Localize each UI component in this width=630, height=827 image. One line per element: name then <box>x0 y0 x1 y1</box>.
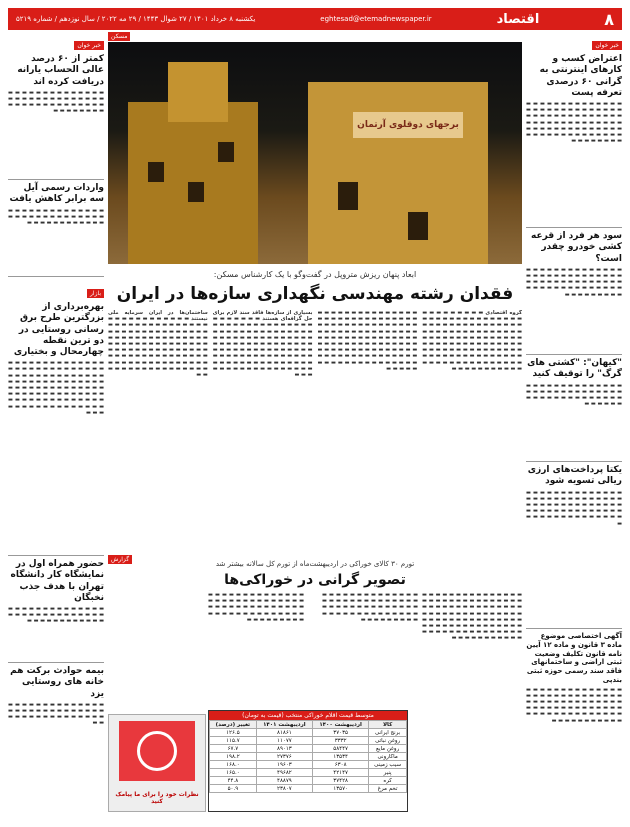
page-number: ۸ <box>604 9 614 29</box>
article <box>8 183 104 277</box>
cell: ماکارونی <box>369 753 407 761</box>
cell: ۱۶۵.۰ <box>210 769 257 777</box>
article <box>8 54 104 180</box>
cell: ۵۸۴۴۷ <box>313 745 369 753</box>
headline: یکتا پرداخت‌های ارزی ریالی تسویه شود <box>527 465 622 487</box>
table-row <box>210 785 407 793</box>
article-body: ▬ ▬ ▬ ▬ ▬ ▬ ▬ ▬ ▬ ▬ ▬ ▬ ▬ ▬ ▬ ▬ ▬ ▬ ▬ ▬ ▬ ▬ ▬ ▬ ▬ ▬ ▬ ▬ ▬ ▬ ▬ ▬ ▬ ▬ ▬ ▬ ▬ ▬ ▬ ▬ <box>8 207 104 226</box>
subhead: بسیاری از سازه‌ها فاقد سند لازم برای حل گزافه‌ای هستند <box>212 310 313 323</box>
headline: سود هر فرد از قرعه کشی خودرو چقدر است؟ <box>531 231 622 264</box>
cell: ۴۲۱۴۷ <box>313 769 369 777</box>
building-sign: برجهای دوقلوی آرتمان <box>353 112 463 138</box>
cell: سیب زمینی <box>369 761 407 769</box>
cell: روغن مایع <box>369 745 407 753</box>
email[interactable]: eghtesad@etemadnewspaper.ir <box>320 15 432 23</box>
sms-ad[interactable] <box>108 714 206 812</box>
article-col: بسیاری از سازه‌ها فاقد سند لازم برای حل گزافه‌ای هستند ▬ ▬ ▬ ▬ ▬ ▬ ▬ ▬ ▬ ▬ ▬ ▬ ▬ ▬ ▬ ▬ ▬ ▬ ▬ ▬ ▬ ▬ ▬ ▬ ▬ ▬ ▬ ▬ ▬ ▬ ▬ ▬ ▬ ▬ ▬ ▬ ▬ ▬ ▬ ▬ ▬ ▬ ▬ ▬ ▬ ▬ ▬ ▬ ▬ ▬ ▬ ▬ ▬ ▬ ▬ ▬ ▬ ▬ ▬ ▬ ▬ ▬ ▬ ▬ ▬ ▬ ▬ ▬ ▬ ▬ ▬ ▬ ▬ ▬ ▬ ▬ ▬ ▬ ▬ ▬ ▬ ▬ ▬ ▬ ▬ ▬ ▬ ▬ ▬ ▬ ▬ ▬ ▬ ▬ ▬ ▬ ▬ ▬ ▬ ▬ ▬ ▬ ▬ ▬ ▬ ▬ ▬ ▬ ▬ ▬ ▬ ▬ ▬ ▬ ▬ ▬ ▬ ▬ ▬ ▬ ▬ ▬ ▬ ▬ ▬ ▬ ▬ ▬ ▬ ▬ <box>212 310 313 379</box>
cell: ۳۷۰۳۵ <box>313 729 369 737</box>
article-col: ساختمان‌ها در ایران سرمایه ملی نیستند ▬ ▬ ▬ ▬ ▬ ▬ ▬ ▬ ▬ ▬ ▬ ▬ ▬ ▬ ▬ ▬ ▬ ▬ ▬ ▬ ▬ ▬ ▬ ▬ ▬ ▬ ▬ ▬ ▬ ▬ ▬ ▬ ▬ ▬ ▬ ▬ ▬ ▬ ▬ ▬ ▬ ▬ ▬ ▬ ▬ ▬ ▬ ▬ ▬ ▬ ▬ ▬ ▬ ▬ ▬ ▬ ▬ ▬ ▬ ▬ ▬ ▬ ▬ ▬ ▬ ▬ ▬ ▬ ▬ ▬ ▬ ▬ ▬ ▬ ▬ ▬ ▬ ▬ ▬ ▬ ▬ ▬ ▬ ▬ ▬ ▬ ▬ ▬ ▬ ▬ ▬ ▬ ▬ ▬ ▬ ▬ ▬ ▬ ▬ ▬ ▬ ▬ ▬ ▬ ▬ ▬ ▬ ▬ ▬ ▬ ▬ ▬ ▬ ▬ ▬ ▬ ▬ ▬ ▬ ▬ ▬ ▬ ▬ ▬ ▬ ▬ ▬ ▬ ▬ ▬ ▬ ▬ ▬ ▬ <box>108 310 208 379</box>
headline: بهره‌برداری از بزرگترین طرح برق رسانی روستایی در دو ترین نقطه چهارمحال و بختیاری <box>13 302 104 357</box>
main-column <box>108 32 522 812</box>
article-title: فقدان رشته مهندسی نگهداری سازه‌ها در ایران <box>116 284 514 304</box>
article <box>526 54 622 228</box>
building-shape <box>168 62 228 122</box>
headline: اعتراض کسب و کارهای اینترنتی به گرانی ۶۰ درصدی تعرفه پست <box>539 54 622 98</box>
table-row <box>210 729 407 737</box>
article-col: ▬ ▬ ▬ ▬ ▬ ▬ ▬ ▬ ▬ ▬ ▬ ▬ ▬ ▬ ▬ ▬ ▬ ▬ ▬ ▬ ▬ ▬ ▬ ▬ ▬ ▬ ▬ ▬ ▬ ▬ ▬ ▬ ▬ ▬ ▬ ▬ ▬ ▬ ▬ ▬ ▬ ▬ ▬ ▬ ▬ ▬ ▬ ▬ ▬ ▬ ▬ ▬ ▬ ▬ ▬ ▬ ▬ ▬ ▬ ▬ ▬ ▬ ▬ ▬ ▬ ▬ ▬ ▬ ▬ ▬ ▬ ▬ ▬ ▬ ▬ ▬ ▬ ▬ ▬ ▬ ▬ ▬ ▬ ▬ ▬ ▬ ▬ ▬ ▬ ▬ ▬ ▬ ▬ ▬ ▬ ▬ ▬ ▬ ▬ ▬ ▬ ▬ ▬ ▬ ▬ ▬ ▬ ▬ ▬ ▬ ▬ ▬ ▬ ▬ ▬ ▬ ▬ ▬ ▬ ▬ ▬ ▬ ▬ ▬ ▬ ▬ ▬ ▬ ▬ ▬ ▬ ▬ ▬ ▬ ▬ ▬ ▬ ▬ ▬ ▬ <box>317 310 418 372</box>
table-header-row <box>210 721 407 729</box>
article-columns <box>108 310 522 552</box>
article-body: ▬ ▬ ▬ ▬ ▬ ▬ ▬ ▬ ▬ ▬ ▬ ▬ ▬ ▬ ▬ ▬ ▬ ▬ ▬ ▬ ▬ ▬ ▬ ▬ ▬ ▬ ▬ ▬ ▬ ▬ ▬ ▬ ▬ ▬ ▬ ▬ ▬ ▬ ▬ ▬ ▬ ▬ ▬ ▬ ▬ ▬ ▬ ▬ ▬ ▬ ▬ ▬ ▬ ▬ ▬ ▬ ▬ ▬ ▬ ▬ ▬ ▬ ▬ ▬ ▬ <box>526 266 622 298</box>
cell: روغن نباتی <box>369 737 407 745</box>
notice <box>526 632 622 815</box>
headline: کمتر از ۶۰ درصد عالی الحساب یارانه دریافت کرده اند <box>17 54 104 87</box>
collapsed-building-photo <box>108 42 522 264</box>
window <box>408 212 428 240</box>
article-body: ▬ ▬ ▬ ▬ ▬ ▬ ▬ ▬ ▬ ▬ ▬ ▬ ▬ ▬ ▬ ▬ ▬ ▬ ▬ ▬ ▬ ▬ ▬ ▬ ▬ ▬ ▬ ▬ ▬ ▬ ▬ ▬ ▬ ▬ ▬ ▬ ▬ ▬ ▬ ▬ ▬ ▬ ▬ ▬ ▬ ▬ ▬ ▬ ▬ ▬ <box>8 89 104 115</box>
cell: ۱۹۶۰۳ <box>256 761 312 769</box>
table-row <box>210 737 407 745</box>
cell: ۱۹۸.۲ <box>210 753 257 761</box>
cell: کره <box>369 777 407 785</box>
article <box>526 465 622 629</box>
table-row <box>210 753 407 761</box>
headline: "کیهان": "کشتی های گرگ" را توقیف کنید <box>527 358 622 380</box>
cell: ۱۱۵.۷ <box>210 737 257 745</box>
section-tag: خبر خوان <box>592 41 622 50</box>
section-tag: مسکن <box>108 32 130 41</box>
cell: ۴۴.۸ <box>210 777 257 785</box>
article-body: ▬ ▬ ▬ ▬ ▬ ▬ ▬ ▬ ▬ ▬ ▬ ▬ ▬ ▬ ▬ ▬ ▬ ▬ ▬ ▬ ▬ ▬ ▬ ▬ ▬ ▬ ▬ ▬ ▬ ▬ ▬ ▬ ▬ ▬ ▬ ▬ ▬ ▬ ▬ ▬ ▬ ▬ ▬ ▬ ▬ ▬ ▬ ▬ ▬ ▬ ▬ ▬ ▬ ▬ ▬ ▬ ▬ ▬ ▬ ▬ ▬ ▬ ▬ ▬ ▬ ▬ ▬ ▬ ▬ ▬ ▬ ▬ ▬ ▬ ▬ ▬ ▬ ▬ ▬ ▬ ▬ ▬ ▬ ▬ ▬ ▬ ▬ ▬ ▬ ▬ ▬ ▬ ▬ ▬ ▬ ▬ ▬ ▬ ▬ ▬ ▬ ▬ ▬ ▬ ▬ ▬ ▬ ▬ ▬ ▬ ▬ ▬ ▬ ▬ ▬ <box>8 360 104 416</box>
notice-body: ▬ ▬ ▬ ▬ ▬ ▬ ▬ ▬ ▬ ▬ ▬ ▬ ▬ ▬ ▬ ▬ ▬ ▬ ▬ ▬ ▬ ▬ ▬ ▬ ▬ ▬ ▬ ▬ ▬ ▬ ▬ ▬ ▬ ▬ ▬ ▬ ▬ ▬ ▬ ▬ ▬ ▬ ▬ ▬ ▬ ▬ ▬ ▬ ▬ ▬ ▬ ▬ ▬ ▬ ▬ ▬ ▬ ▬ ▬ ▬ ▬ ▬ ▬ ▬ ▬ ▬ ▬ ▬ ▬ ▬ ▬ ▬ ▬ ▬ ▬ ▬ ▬ ▬ ▬ ▬ ▬ <box>526 686 622 724</box>
cell: ۲۷۳۷۶ <box>256 753 312 761</box>
report-kicker: تورم ۳۰ کالای خوراکی در اردیبهشت‌ماه از تورم کل سالانه بیشتر شد <box>215 560 415 568</box>
report-col: ▬ ▬ ▬ ▬ ▬ ▬ ▬ ▬ ▬ ▬ ▬ ▬ ▬ ▬ ▬ ▬ ▬ ▬ ▬ ▬ ▬ ▬ ▬ ▬ ▬ ▬ ▬ ▬ ▬ ▬ ▬ ▬ ▬ ▬ ▬ ▬ ▬ ▬ ▬ ▬ ▬ ▬ ▬ ▬ ▬ ▬ ▬ ▬ ▬ ▬ ▬ ▬ ▬ ▬ ▬ ▬ ▬ ▬ ▬ ▬ ▬ ▬ ▬ ▬ ▬ ▬ ▬ ▬ ▬ ▬ ▬ ▬ ▬ ▬ ▬ ▬ ▬ ▬ ▬ ▬ ▬ ▬ ▬ ▬ ▬ ▬ ▬ ▬ ▬ ▬ ▬ ▬ ▬ ▬ ▬ ▬ ▬ ▬ ▬ ▬ ▬ ▬ ▬ ▬ ▬ ▬ ▬ ▬ ▬ ▬ ▬ ▬ ▬ ▬ ▬ ▬ <box>422 592 522 642</box>
cell: ۳۷۴۲۸ <box>313 777 369 785</box>
column-header: کالا <box>369 721 407 729</box>
subhead: ساختمان‌ها در ایران سرمایه ملی نیستند <box>108 310 208 323</box>
cell: ۴۹۶۸۲ <box>256 769 312 777</box>
price-table <box>208 710 408 812</box>
article <box>8 302 104 556</box>
table-row <box>210 777 407 785</box>
cell: ۶۳۰۸ <box>313 761 369 769</box>
article-body: ▬ ▬ ▬ ▬ ▬ ▬ ▬ ▬ ▬ ▬ ▬ ▬ ▬ ▬ ▬ ▬ ▬ ▬ ▬ ▬ ▬ ▬ ▬ ▬ ▬ ▬ ▬ ▬ ▬ ▬ ▬ ▬ ▬ ▬ ▬ ▬ ▬ ▬ ▬ ▬ ▬ ▬ ▬ ▬ ▬ ▬ ▬ ▬ ▬ ▬ ▬ ▬ ▬ ▬ ▬ ▬ ▬ ▬ ▬ ▬ ▬ ▬ ▬ ▬ ▬ ▬ ▬ ▬ ▬ ▬ ▬ <box>526 489 622 527</box>
dateline: یکشنبه ۸ خرداد ۱۴۰۱ / ۲۷ شوال ۱۴۴۳ / ۲۹ مه ۲۰۲۲ / سال نوزدهم / شماره ۵۲۱۹ <box>16 15 256 23</box>
article <box>8 559 104 663</box>
report-col: ▬ ▬ ▬ ▬ ▬ ▬ ▬ ▬ ▬ ▬ ▬ ▬ ▬ ▬ ▬ ▬ ▬ ▬ ▬ ▬ ▬ ▬ ▬ ▬ ▬ ▬ ▬ ▬ ▬ ▬ ▬ ▬ ▬ ▬ ▬ ▬ ▬ ▬ ▬ ▬ ▬ ▬ ▬ ▬ ▬ ▬ ▬ ▬ ▬ ▬ ▬ ▬ ▬ ▬ ▬ ▬ ▬ ▬ ▬ ▬ ▬ ▬ ▬ ▬ ▬ <box>208 592 304 623</box>
window <box>218 142 234 162</box>
header-bar <box>8 8 622 30</box>
table-row <box>210 745 407 753</box>
building-shape <box>308 82 488 264</box>
article-body: ▬ ▬ ▬ ▬ ▬ ▬ ▬ ▬ ▬ ▬ ▬ ▬ ▬ ▬ ▬ ▬ ▬ ▬ ▬ ▬ ▬ ▬ ▬ ▬ ▬ ▬ ▬ ▬ ▬ ▬ ▬ ▬ ▬ ▬ ▬ ▬ ▬ ▬ ▬ ▬ <box>8 606 104 625</box>
cell: ۱۲۶.۵ <box>210 729 257 737</box>
cell: ۶۷.۷ <box>210 745 257 753</box>
cell: ۱۱۰۷۷ <box>256 737 312 745</box>
window <box>338 182 358 210</box>
article <box>8 666 104 769</box>
cell: ۸۹۰۱۳ <box>256 745 312 753</box>
cell: برنج ایرانی <box>369 729 407 737</box>
cell: ۱۳۵۷۰ <box>313 785 369 793</box>
window <box>148 162 164 182</box>
column-header: اردیبهشت ۱۴۰۱ <box>256 721 312 729</box>
table-row <box>210 761 407 769</box>
report-body <box>108 592 522 812</box>
article-body: ▬ ▬ ▬ ▬ ▬ ▬ ▬ ▬ ▬ ▬ ▬ ▬ ▬ ▬ ▬ ▬ ▬ ▬ ▬ ▬ ▬ ▬ ▬ ▬ ▬ ▬ ▬ ▬ ▬ ▬ ▬ ▬ ▬ ▬ ▬ ▬ ▬ ▬ ▬ ▬ ▬ ▬ ▬ ▬ ▬ ▬ ▬ ▬ ▬ ▬ ▬ ▬ ▬ ▬ ▬ ▬ ▬ ▬ ▬ ▬ ▬ ▬ ▬ ▬ ▬ ▬ ▬ ▬ ▬ ▬ ▬ ▬ ▬ ▬ ▬ ▬ ▬ ▬ ▬ ▬ ▬ ▬ ▬ ▬ ▬ ▬ ▬ ▬ ▬ ▬ ▬ ▬ <box>526 101 622 145</box>
article-body: ▬ ▬ ▬ ▬ ▬ ▬ ▬ ▬ ▬ ▬ ▬ ▬ ▬ ▬ ▬ ▬ ▬ ▬ ▬ ▬ ▬ ▬ ▬ ▬ ▬ ▬ ▬ ▬ ▬ ▬ ▬ ▬ ▬ ▬ ▬ ▬ ▬ ▬ ▬ ▬ ▬ ▬ ▬ ▬ <box>8 701 104 727</box>
column-header: تغییر (درصد) <box>210 721 257 729</box>
right-column <box>526 32 622 812</box>
notice-title: آگهی اختصاصی موضوع ماده ۳ قانون و ماده ۱۲ آیین نامه قانون تکلیف وضعیت ثبتی اراضی و ساختمانهای فاقد سند رسمی حوزه ثبتی بندپی <box>526 632 622 684</box>
cell: ۵۰.۹ <box>210 785 257 793</box>
headline: حضور همراه اول در نمایشگاه کار دانشگاه تهران با هدف جذب نخبگان <box>10 559 104 603</box>
section-tag: بازار <box>87 289 104 298</box>
table-title: متوسط قیمت اقلام خوراکی منتخب (قیمت به تومان) <box>209 711 407 720</box>
section-tag: گزارش <box>108 555 132 564</box>
table <box>209 720 407 793</box>
cell: ۳۳۳۲ <box>313 737 369 745</box>
section-title: اقتصاد <box>496 11 540 27</box>
report-title: تصویر گرانی در خوراکی‌ها <box>224 572 406 588</box>
cell: ۱۳۵۳۴ <box>313 753 369 761</box>
article <box>526 358 622 462</box>
subhead: گروه اقتصادی <box>485 310 522 316</box>
ad-text: نظرات خود را برای ما پیامک کنید <box>115 791 199 805</box>
article-body: ▬ ▬ ▬ ▬ ▬ ▬ ▬ ▬ ▬ ▬ ▬ ▬ ▬ ▬ ▬ ▬ ▬ ▬ ▬ ▬ ▬ ▬ ▬ ▬ ▬ ▬ ▬ ▬ ▬ ▬ ▬ ▬ ▬ ▬ ▬ ▬ ▬ ▬ ▬ ▬ ▬ ▬ ▬ ▬ ▬ ▬ ▬ ▬ <box>526 382 622 408</box>
section-tag: خبر خوان <box>74 41 104 50</box>
table-row <box>210 769 407 777</box>
cell: ۱۶۸.۰ <box>210 761 257 769</box>
left-column <box>8 32 104 812</box>
cell: ۸۱۸۶۱ <box>256 729 312 737</box>
clock-icon <box>137 731 177 771</box>
report-col: ▬ ▬ ▬ ▬ ▬ ▬ ▬ ▬ ▬ ▬ ▬ ▬ ▬ ▬ ▬ ▬ ▬ ▬ ▬ ▬ ▬ ▬ ▬ ▬ ▬ ▬ ▬ ▬ ▬ ▬ ▬ ▬ ▬ ▬ ▬ ▬ ▬ ▬ ▬ ▬ ▬ ▬ ▬ ▬ ▬ ▬ ▬ ▬ ▬ ▬ ▬ ▬ ▬ ▬ ▬ ▬ ▬ ▬ ▬ ▬ ▬ ▬ ▬ ▬ ▬ <box>322 592 418 623</box>
article-kicker: ابعاد پنهان ریزش متروپل در گفت‌وگو با یک کارشناس مسکن: <box>213 270 417 279</box>
cell: پنیر <box>369 769 407 777</box>
cell: ۲۳۸۰۷ <box>256 785 312 793</box>
headline: بیمه حوادث برکت هم خانه های روستایی یزد <box>10 666 104 699</box>
ad-graphic <box>119 721 195 781</box>
window <box>188 182 204 202</box>
article-col: گروه اقتصادی ▬ ▬ ▬ ▬ ▬ ▬ ▬ ▬ ▬ ▬ ▬ ▬ ▬ ▬ ▬ ▬ ▬ ▬ ▬ ▬ ▬ ▬ ▬ ▬ ▬ ▬ ▬ ▬ ▬ ▬ ▬ ▬ ▬ ▬ ▬ ▬ ▬ ▬ ▬ ▬ ▬ ▬ ▬ ▬ ▬ ▬ ▬ ▬ ▬ ▬ ▬ ▬ ▬ ▬ ▬ ▬ ▬ ▬ ▬ ▬ ▬ ▬ ▬ ▬ ▬ ▬ ▬ ▬ ▬ ▬ ▬ ▬ ▬ ▬ ▬ ▬ ▬ ▬ ▬ ▬ ▬ ▬ ▬ ▬ ▬ ▬ ▬ ▬ ▬ ▬ ▬ ▬ ▬ ▬ ▬ ▬ ▬ ▬ ▬ ▬ ▬ ▬ ▬ ▬ ▬ ▬ ▬ ▬ ▬ ▬ ▬ ▬ ▬ ▬ ▬ ▬ ▬ ▬ ▬ ▬ ▬ ▬ ▬ ▬ ▬ ▬ ▬ ▬ ▬ ▬ ▬ ▬ ▬ ▬ ▬ ▬ ▬ ▬ ▬ ▬ <box>422 310 522 372</box>
cell: تخم مرغ <box>369 785 407 793</box>
article <box>526 231 622 355</box>
headline: واردات رسمی آیل سه برابر کاهش یافت <box>9 183 104 205</box>
cell: ۴۸۸۷۹ <box>256 777 312 785</box>
column-header: اردیبهشت ۱۴۰۰ <box>313 721 369 729</box>
